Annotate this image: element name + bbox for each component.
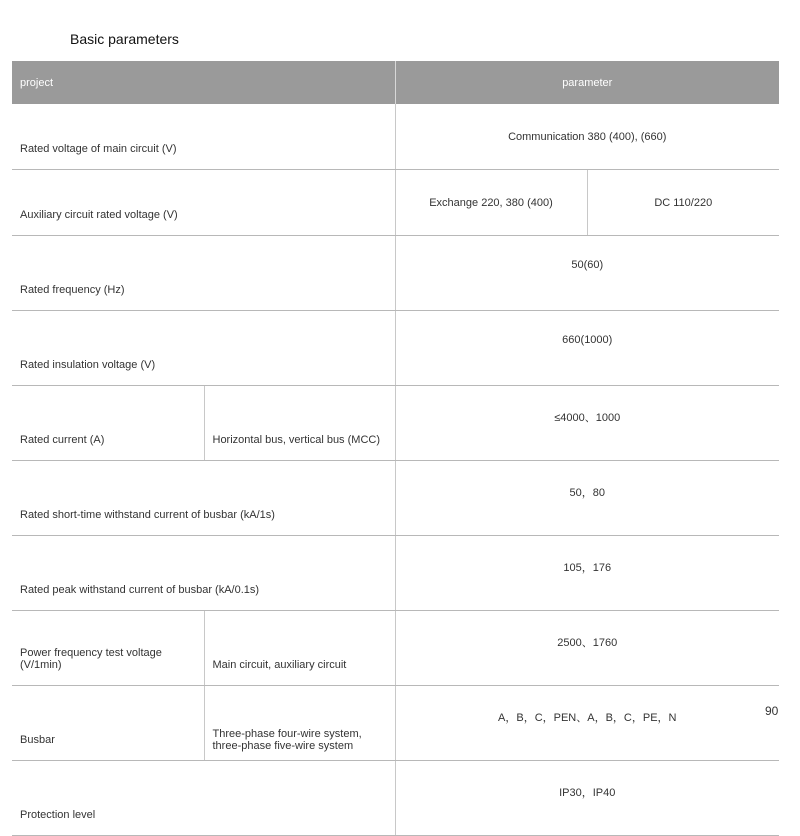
- header-parameter: parameter: [395, 61, 779, 104]
- row-value: 2500、1760: [395, 611, 779, 686]
- row-sublabel: Horizontal bus, vertical bus (MCC): [204, 386, 395, 461]
- table-row: [12, 536, 779, 611]
- header-project: project: [12, 61, 395, 104]
- table-row: [12, 461, 779, 536]
- row-value: 660(1000): [395, 311, 779, 386]
- table-row: [12, 386, 779, 461]
- row-value: Communication 380 (400), (660): [395, 104, 779, 170]
- row-value-ac: Exchange 220, 380 (400): [395, 170, 587, 236]
- row-sublabel: Main circuit, auxiliary circuit: [204, 611, 395, 686]
- page-number: 90: [765, 704, 779, 718]
- row-label: Protection level: [12, 761, 395, 836]
- table-row: [12, 104, 779, 170]
- row-label: Power frequency test voltage (V/1min): [12, 611, 204, 686]
- row-value-dc: DC 110/220: [587, 170, 779, 236]
- table-header-row: [12, 61, 779, 104]
- row-label: Rated frequency (Hz): [12, 236, 395, 311]
- row-label: Auxiliary circuit rated voltage (V): [12, 170, 395, 236]
- table-row: [12, 311, 779, 386]
- row-label: Rated current (A): [12, 386, 204, 461]
- row-label: Rated short-time withstand current of busbar (kA/1s): [12, 461, 395, 536]
- table-row: [12, 170, 779, 236]
- parameters-table: [12, 61, 779, 836]
- row-value: IP30，IP40: [395, 761, 779, 836]
- row-label: Rated insulation voltage (V): [12, 311, 395, 386]
- row-label: Busbar: [12, 686, 204, 761]
- row-label: Rated peak withstand current of busbar (kA/0.1s): [12, 536, 395, 611]
- table-row: [12, 686, 779, 761]
- page-title: Basic parameters: [70, 31, 179, 47]
- row-value: 105，176: [395, 536, 779, 611]
- row-value: ≤4000、1000: [395, 386, 779, 461]
- row-label: Rated voltage of main circuit (V): [12, 104, 395, 170]
- row-value: A，B，C，PEN、A，B，C，PE，N: [395, 686, 779, 761]
- row-value: 50(60): [395, 236, 779, 311]
- row-value: 50，80: [395, 461, 779, 536]
- table-row: [12, 236, 779, 311]
- table-row: [12, 611, 779, 686]
- row-sublabel: Three-phase four-wire system, three-phase five-wire system: [204, 686, 395, 761]
- table-row: [12, 761, 779, 836]
